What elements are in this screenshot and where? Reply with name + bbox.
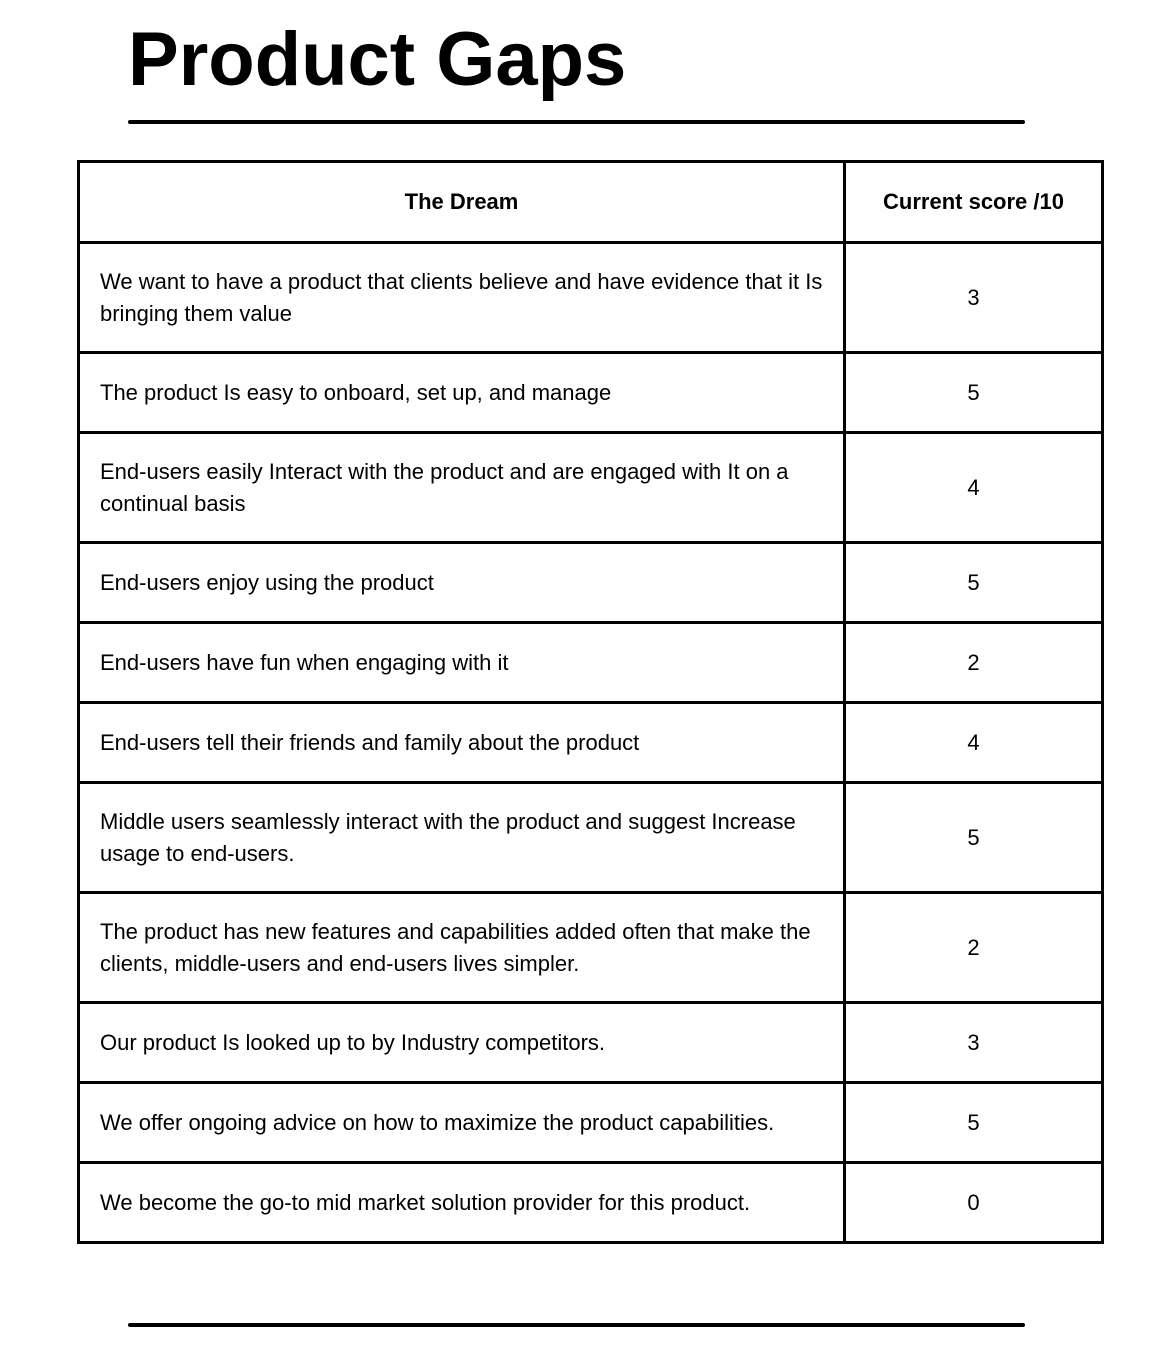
score-cell: 5	[845, 783, 1103, 893]
table-row	[79, 243, 1103, 353]
page-title: Product Gaps	[128, 17, 627, 102]
dream-cell: End-users have fun when engaging with it	[79, 623, 845, 703]
dream-cell: We want to have a product that clients believe and have evidence that it Is bringing them value	[79, 243, 845, 353]
product-gaps-table	[77, 160, 1104, 1244]
dream-cell: End-users easily Interact with the product and are engaged with It on a continual basis	[79, 433, 845, 543]
score-cell: 3	[845, 243, 1103, 353]
score-cell: 2	[845, 893, 1103, 1003]
column-header-score: Current score /10	[845, 162, 1103, 243]
score-cell: 5	[845, 353, 1103, 433]
dream-cell: Our product Is looked up to by Industry competitors.	[79, 1003, 845, 1083]
score-cell: 2	[845, 623, 1103, 703]
table-row	[79, 1163, 1103, 1243]
dream-cell: We offer ongoing advice on how to maximize the product capabilities.	[79, 1083, 845, 1163]
table-row	[79, 783, 1103, 893]
score-cell: 3	[845, 1003, 1103, 1083]
dream-cell: We become the go-to mid market solution provider for this product.	[79, 1163, 845, 1243]
dream-cell: The product Is easy to onboard, set up, and manage	[79, 353, 845, 433]
score-cell: 0	[845, 1163, 1103, 1243]
table-row	[79, 353, 1103, 433]
footer-rule	[128, 1323, 1025, 1327]
table-row	[79, 543, 1103, 623]
score-cell: 5	[845, 543, 1103, 623]
dream-cell: The product has new features and capabilities added often that make the clients, middle-users and end-users lives simpler.	[79, 893, 845, 1003]
dream-cell: Middle users seamlessly interact with the product and suggest Increase usage to end-users.	[79, 783, 845, 893]
table-header-row	[79, 162, 1103, 243]
title-underline	[128, 120, 1025, 124]
table-row	[79, 433, 1103, 543]
dream-cell: End-users tell their friends and family about the product	[79, 703, 845, 783]
table-row	[79, 1003, 1103, 1083]
score-cell: 4	[845, 703, 1103, 783]
table-row	[79, 1083, 1103, 1163]
score-cell: 5	[845, 1083, 1103, 1163]
dream-cell: End-users enjoy using the product	[79, 543, 845, 623]
score-cell: 4	[845, 433, 1103, 543]
table-row	[79, 623, 1103, 703]
column-header-dream: The Dream	[79, 162, 845, 243]
table-row	[79, 893, 1103, 1003]
table-row	[79, 703, 1103, 783]
